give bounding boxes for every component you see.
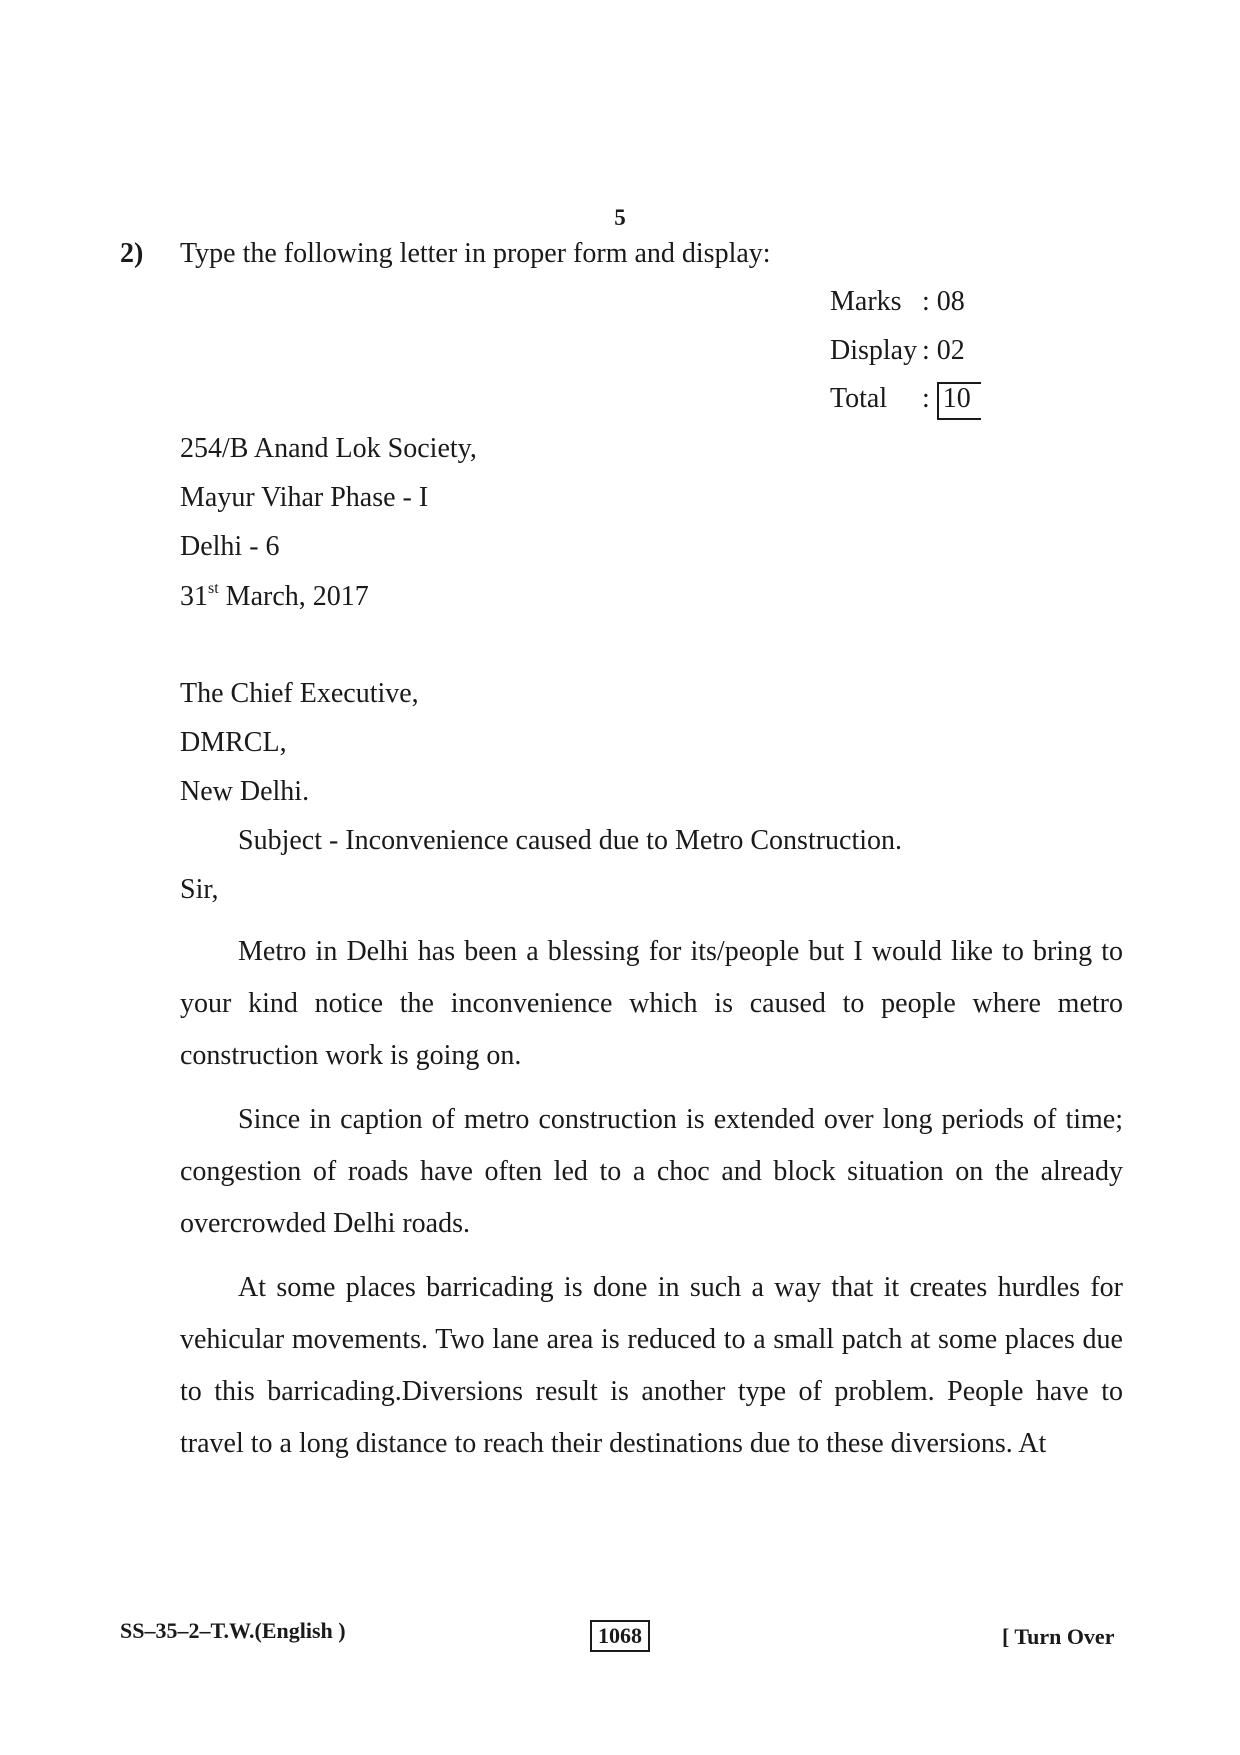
recipient-line-2: DMRCL,: [180, 727, 287, 758]
center-code-box: 1068: [590, 1620, 650, 1652]
date-day: 31: [180, 581, 208, 612]
display-value: : 02: [922, 335, 965, 366]
recipient-line-3: New Delhi.: [180, 776, 310, 807]
date-ordinal: st: [208, 580, 219, 597]
letter-subject: Subject - Inconvenience caused due to Metro Construction.: [238, 825, 903, 856]
question-instruction: Type the following letter in proper form and display:: [180, 238, 771, 269]
sender-address-line-3: Delhi - 6: [180, 531, 280, 562]
marks-label: Marks: [830, 286, 902, 317]
total-row: [830, 382, 981, 420]
marks-value: : 08: [922, 286, 965, 317]
date-rest: March, 2017: [218, 581, 369, 612]
turn-over-label: [ Turn Over: [1002, 1624, 1115, 1649]
paper-code: SS–35–2–T.W.(English ): [120, 1618, 346, 1643]
page-number: 5: [614, 205, 626, 230]
display-row: [830, 335, 965, 367]
display-label: Display: [830, 335, 918, 366]
sender-address-line-1: 254/B Anand Lok Society,: [180, 433, 477, 464]
letter-date: [180, 580, 369, 613]
body-paragraph-1: Metro in Delhi has been a blessing for its/people but I would like to bring to your kind notice the inconvenience which is caused to people where metro construction work is going on.: [180, 936, 1123, 1071]
total-colon: :: [922, 383, 930, 414]
total-label: Total: [830, 383, 888, 414]
body-paragraph-2: Since in caption of metro construction is extended over long periods of time; congestion of roads have often led to a choc and block situation on the already overcrowded Delhi roads.: [180, 1104, 1123, 1239]
question-number: 2): [120, 238, 144, 269]
marks-row: [830, 286, 965, 318]
sender-address-line-2: Mayur Vihar Phase - I: [180, 482, 429, 513]
recipient-line-1: The Chief Executive,: [180, 678, 419, 709]
total-value: 10: [937, 382, 981, 420]
body-paragraph-3: At some places barricading is done in such a way that it creates hurdles for vehicular movements. Two lane area is reduced to a small patch at some places due to this barricading.Diversions result is another type of problem. People have to travel to a long distance to reach their destinations due to these diversions. At: [180, 1272, 1123, 1459]
salutation: Sir,: [180, 874, 219, 905]
